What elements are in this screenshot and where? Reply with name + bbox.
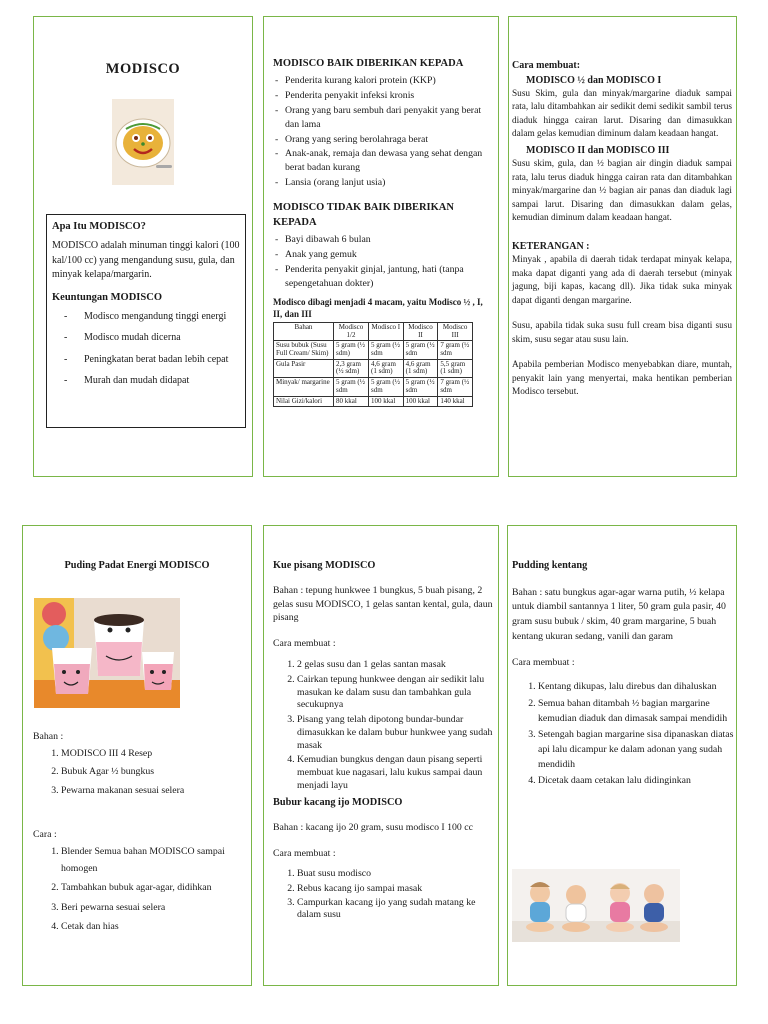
good-heading: MODISCO BAIK DIBERIKAN KEPADA <box>273 58 464 69</box>
table-cell: 80 kkal <box>334 396 369 407</box>
sub-heading-1: MODISCO ½ dan MODISCO I <box>526 74 662 86</box>
table-cell: 4,6 gram (1 sdm) <box>369 359 404 377</box>
list-item: - Modisco mengandung tinggi energi <box>52 310 240 325</box>
bad-heading: MODISCO TIDAK BAIK DIBERIKAN KEPADA <box>273 202 454 228</box>
table-header: Bahan <box>274 323 334 341</box>
table-header: Modisco 1/2 <box>334 323 369 341</box>
list-item: 3. Beri pewarna sesuai selera <box>61 899 251 916</box>
table-cell: 5 gram (½ sdm <box>369 378 404 396</box>
benefits-list <box>52 310 240 389</box>
table-header-row <box>274 323 473 341</box>
table-row <box>274 359 473 377</box>
pudding-kentang-section <box>512 559 734 791</box>
bahan-text: Bahan : kacang ijo 20 gram, susu modisco I 100 cc <box>273 821 473 833</box>
recipe-title: Bubur kacang ijo MODISCO <box>273 797 403 808</box>
table-header: Modisco II <box>403 323 438 341</box>
list-item: 3. Pisang yang telah dipotong bundar-bundar dimasukkan ke dalam bubur hunkwee yang sudah masak <box>297 714 493 752</box>
list-item: 2. Semua bahan ditambah ½ bagian margarine kemudian diaduk dan dimasak sampai mendidih <box>538 697 734 726</box>
panel-modisco-target <box>263 16 499 477</box>
bahan-list <box>33 746 248 800</box>
cara-label: Cara membuat : <box>273 638 336 650</box>
table-cell: 7 gram (½ sdm <box>438 341 473 359</box>
steps-list <box>512 680 734 789</box>
list-item: 4. Dicetak daam cetakan lalu didinginkan <box>538 774 734 789</box>
cara-label: Cara : <box>33 829 57 840</box>
cara-label: Cara membuat : <box>512 657 575 669</box>
list-item: 1. Kentang dikupas, lalu direbus dan dihaluskan <box>538 680 734 695</box>
cara-heading: Cara membuat: <box>512 60 581 71</box>
kue-pisang-section <box>273 559 493 795</box>
panel-pudding-kentang <box>507 525 737 986</box>
bad-list <box>273 233 493 291</box>
not-good-for-section <box>273 201 493 291</box>
keterangan-1: Minyak , apabila di daerah tidak terdapat minyak kelapa, maka dapat diganti yang ada di daerah tersebut (minyak jagung, biji kapas, kacang dll). Jika tidak suka minyak dapat diganti dengan margarine. <box>512 255 732 306</box>
recipe-title: Kue pisang MODISCO <box>273 560 376 571</box>
list-item: 2. Rebus kacang ijo sampai masak <box>297 883 493 895</box>
bubur-section <box>273 796 493 923</box>
table-header: Modisco I <box>369 323 404 341</box>
list-item: 2. Cairkan tepung hunkwee dengan air sedikit lalu masukan ke dalam susu dan tambahkan gula secukupnya <box>297 674 493 712</box>
modisco-title: MODISCO <box>105 61 181 77</box>
recipe-title: Pudding kentang <box>512 560 588 571</box>
table-cell: Nilai Gizi/kalori <box>274 396 334 407</box>
box-text: MODISCO adalah minuman tinggi kalori (100 kal/100 cc) yang mengandung susu, gula, dan minyak kelapa/margarin. <box>52 240 240 281</box>
bahan-text: Bahan : satu bungkus agar-agar warna putih, ½ kelapa untuk diambil santannya 1 liter, 50 gram gula pasir, 40 gram susu bubuk / skim, 40 gram margarine, 5 buah kentang ukuran sedang, vanili dan garam <box>512 586 726 642</box>
table-cell: 5 gram (½ sdm) <box>334 341 369 359</box>
table-cell: 5 gram (½ sdm <box>403 341 438 359</box>
table-cell: Minyak/ margarine <box>274 378 334 396</box>
table-cell: 100 kkal <box>369 396 404 407</box>
table-row <box>274 396 473 407</box>
panel-how-to-make <box>508 16 737 477</box>
paragraph-2: Susu skim, gula, dan ½ bagian air dingin diaduk sampai rata, lalu terus diaduk hingga cairan rata dan ditambahkan minyak/margarine dan ½ bagian air panas dan diaduk lagi sampai larut. Disaring dan dimasukkan dalam gelas, kemudian diminum dalam keadaan hangat. <box>512 159 732 224</box>
list-item: - Orang yang sering berolahraga berat <box>273 133 493 147</box>
list-item: - Peningkatan berat badan lebih cepat <box>52 353 240 368</box>
table-cell: 7 gram (½ sdm <box>438 378 473 396</box>
table-heading: Modisco dibagi menjadi 4 macam, yaitu Modisco ½ , I, II, dan III <box>273 297 483 319</box>
table-cell: 140 kkal <box>438 396 473 407</box>
how-to-make-section <box>512 59 732 399</box>
panel-puding-modisco <box>22 525 252 986</box>
bahan-text: Bahan : tepung hunkwee 1 bungkus, 5 buah pisang, 2 gelas susu MODISCO, 1 gelas santan kental, gula, daun pisang <box>273 584 493 624</box>
table-cell: 5 gram (½ sdm <box>369 341 404 359</box>
list-item: 4. Kemudian bungkus dengan daun pisang seperti membuat kue nagasari, lalu kukus sampai daun menjadi layu <box>297 754 493 792</box>
what-is-modisco-box <box>46 214 246 428</box>
table-cell: 5 gram (½ sdm <box>403 378 438 396</box>
cara-label: Cara membuat : <box>273 847 336 859</box>
good-list <box>273 74 493 190</box>
modisco-table-wrap <box>273 322 473 407</box>
table-cell: 5 gram (½ sdm <box>334 378 369 396</box>
list-item: - Anak-anak, remaja dan dewasa yang sehat dengan berat badan kurang <box>273 147 493 175</box>
list-item: - Murah dan mudah didapat <box>52 374 240 389</box>
list-item: - Penderita penyakit ginjal, jantung, hati (tanpa sepengetahuan dokter) <box>273 263 493 291</box>
list-item: - Penderita penyakit infeksi kronis <box>273 89 493 103</box>
box-heading: Apa Itu MODISCO? <box>52 221 146 232</box>
steps-list <box>273 868 493 921</box>
list-item: 1. MODISCO III 4 Resep <box>61 746 248 763</box>
table-cell: 100 kkal <box>403 396 438 407</box>
table-cell: Gula Pasir <box>274 359 334 377</box>
steps-list <box>273 659 493 792</box>
list-item: 3. Campurkan kacang ijo yang sudah matang ke dalam susu <box>297 897 493 921</box>
good-for-section <box>273 57 493 191</box>
bahan-section <box>33 729 248 802</box>
list-item: 1. Blender Semua bahan MODISCO sampai homogen <box>61 843 251 877</box>
keterangan-2: Susu, apabila tidak suka susu full cream bisa diganti susu skim, susu segar atau susu lain. <box>512 321 732 345</box>
bahan-label: Bahan : <box>33 731 64 742</box>
list-item: 2. Bubuk Agar ½ bungkus <box>61 764 248 781</box>
sub-heading-2: MODISCO II dan MODISCO III <box>526 144 670 156</box>
cara-section <box>33 826 251 937</box>
panel-kue-bubur <box>263 525 499 986</box>
list-item: - Bayi dibawah 6 bulan <box>273 233 493 247</box>
paragraph-1: Susu Skim, gula dan minyak/margarine diaduk sampai rata, lalu ditambahkan air sedikit demi sedikit sambil terus diaduk hingga cairan larut. Disaring dan dimasukkan dalam gelas kemudian diminum dalam keadaan hangat. <box>512 89 732 140</box>
list-item: 1. Buat susu modisco <box>297 868 493 880</box>
list-item: - Anak yang gemuk <box>273 248 493 262</box>
table-cell: Susu bubuk (Susu Full Cream/ Skim) <box>274 341 334 359</box>
table-cell: 5,5 gram (1 sdm) <box>438 359 473 377</box>
cara-list <box>33 843 251 935</box>
list-item: 1. 2 gelas susu dan 1 gelas santan masak <box>297 659 493 672</box>
list-item: 4. Cetak dan hias <box>61 918 251 935</box>
modisco-table <box>273 322 473 407</box>
panel-modisco-intro <box>33 16 253 477</box>
table-cell: 2,3 gram (½ sdm) <box>334 359 369 377</box>
keterangan-3: Apabila pemberian Modisco menyebabkan diare, muntah, penyakit lain yang menyertai, maka hentikan pemberian Modisco tersebut. <box>512 360 732 397</box>
list-item: 2. Tambahkan bubuk agar-agar, didihkan <box>61 879 251 896</box>
benefits-heading: Keuntungan MODISCO <box>52 291 162 303</box>
list-item: - Penderita kurang kalori protein (KKP) <box>273 74 493 88</box>
list-item: - Orang yang baru sembuh dari penyakit yang berat dan lama <box>273 104 493 132</box>
list-item: 3. Pewarna makanan sesuai selera <box>61 783 248 800</box>
table-row <box>274 378 473 396</box>
smiley-soup-image <box>112 99 174 185</box>
table-row <box>274 341 473 359</box>
table-header: Modisco III <box>438 323 473 341</box>
list-item: - Modisco mudah dicerna <box>52 331 240 346</box>
pudding-cups-photo <box>34 598 180 708</box>
list-item: 3. Setengah bagian margarine sisa dipanaskan diatas api lalu dicampur ke dalam adonan yang sudah mendidih <box>538 728 734 772</box>
table-cell: 4,6 gram (1 sdm) <box>403 359 438 377</box>
recipe-title: Puding Padat Energi MODISCO <box>64 560 210 571</box>
list-item: - Lansia (orang lanjut usia) <box>273 176 493 190</box>
babies-photo <box>512 869 680 942</box>
keterangan-heading: KETERANGAN : <box>512 240 590 252</box>
